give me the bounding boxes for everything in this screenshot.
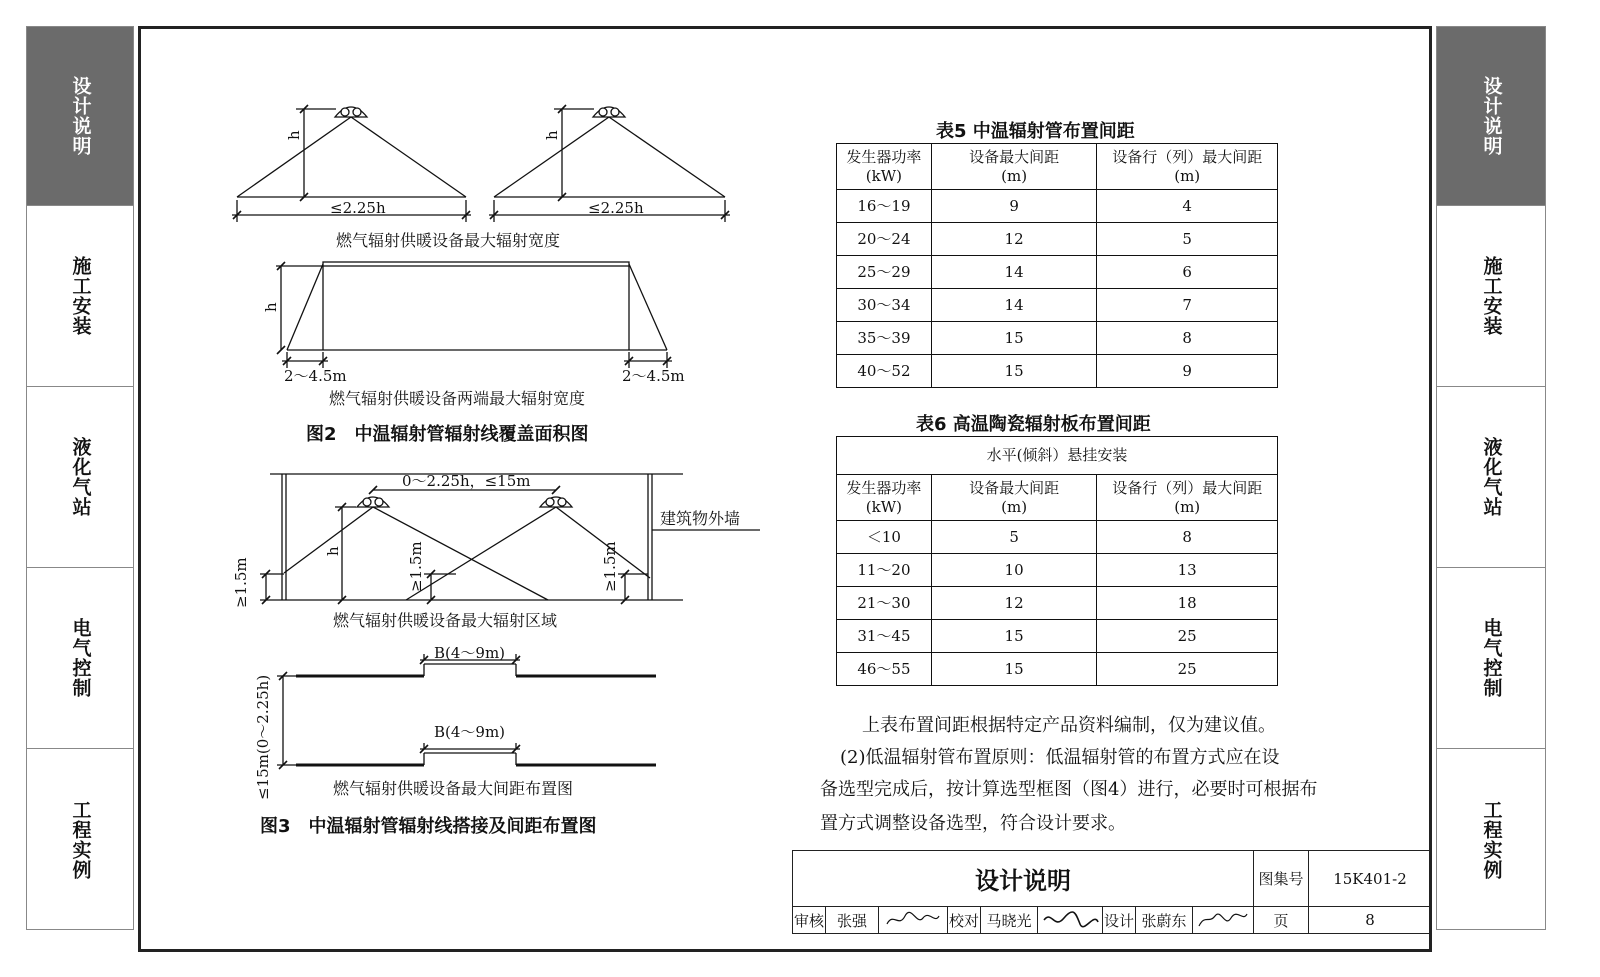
table-row [837, 289, 1278, 322]
header-row-spacing: 设备行（列）最大间距 (m) [1097, 475, 1278, 521]
fig3-min-height-right: ≥1.5m [601, 541, 619, 592]
fig3-wall-label: 建筑物外墙 [660, 509, 741, 528]
tab-label: 工程实例 [1480, 799, 1503, 880]
fig2-end-dim-left: 2～4.5m [284, 367, 347, 385]
tab-label: 施工安装 [69, 256, 92, 336]
fig2-end-radiation [276, 262, 672, 368]
reviewer-name: 张强 [825, 906, 879, 934]
table6 [836, 436, 1278, 686]
tab-label: 设计说明 [69, 75, 92, 156]
cell-row-spacing: 5 [1097, 223, 1278, 256]
cell-row-spacing: 9 [1097, 355, 1278, 388]
header-max-spacing: 设备最大间距 (m) [931, 475, 1097, 521]
fig3-h-label: h [324, 546, 342, 556]
cell-power: 31～45 [837, 620, 932, 653]
fig2-h-label-left: h [285, 130, 303, 140]
cell-max-spacing: 9 [931, 190, 1097, 223]
fig3-top-dim: 0～2.25h，≤15m [402, 472, 531, 490]
title-block [792, 850, 1434, 934]
header-mounting: 水平(倾斜）悬挂安装 [837, 437, 1278, 475]
tab-label: 电气控制 [1480, 618, 1503, 698]
header-power: 发生器功率 (kW) [837, 144, 932, 190]
tab-label: 液化气站 [1480, 437, 1503, 517]
checker-name: 马晓光 [980, 906, 1038, 934]
page-number: 8 [1308, 906, 1432, 934]
signature-icon [1040, 910, 1100, 930]
cell-power: 16～19 [837, 190, 932, 223]
note-line-2: (2)低温辐射管布置原则：低温辐射管的布置方式应在设 [840, 747, 1280, 768]
atlas-number: 15K401-2 [1308, 850, 1432, 907]
cell-row-spacing: 8 [1097, 521, 1278, 554]
cell-row-spacing: 25 [1097, 620, 1278, 653]
cell-row-spacing: 7 [1097, 289, 1278, 322]
fig3-caption-b: 燃气辐射供暖设备最大间距布置图 [333, 779, 574, 798]
signature-icon [883, 910, 943, 930]
cell-row-spacing: 4 [1097, 190, 1278, 223]
cell-max-spacing: 10 [931, 554, 1097, 587]
cell-max-spacing: 5 [931, 521, 1097, 554]
table-row [837, 355, 1278, 388]
page-label: 页 [1253, 906, 1309, 934]
checker-signature [1037, 906, 1103, 934]
fig3-min-height-left: ≥1.5m [232, 557, 250, 608]
table6-caption: 表6 高温陶瓷辐射板布置间距 [916, 414, 1151, 435]
tab-label: 电气控制 [69, 618, 92, 698]
cell-row-spacing: 18 [1097, 587, 1278, 620]
fig2-caption-a: 燃气辐射供暖设备最大辐射宽度 [336, 231, 561, 250]
tab-label: 液化气站 [69, 437, 92, 517]
fig3-title: 图3 中温辐射管辐射线搭接及间距布置图 [260, 816, 597, 837]
table-row [837, 587, 1278, 620]
tab-label: 施工安装 [1480, 256, 1503, 336]
cell-power: 21～30 [837, 587, 932, 620]
note-line-4: 置方式调整设备选型，符合设计要求。 [820, 813, 1126, 834]
cell-power: 35～39 [837, 322, 932, 355]
fig3-b-label-bottom: B(4～9m) [434, 723, 506, 741]
cell-power: 46～55 [837, 653, 932, 686]
cell-max-spacing: 15 [931, 620, 1097, 653]
review-label: 审核 [792, 906, 826, 934]
fig3-radiation-area [260, 474, 760, 604]
cell-max-spacing: 15 [931, 322, 1097, 355]
table-group-header-row [837, 437, 1278, 475]
cell-power: ＜10 [837, 521, 932, 554]
table-header-row [837, 144, 1278, 190]
fig3-min-height-mid: ≥1.5m [407, 541, 425, 592]
cell-max-spacing: 14 [931, 256, 1097, 289]
fig3-b-label-top: B(4～9m) [434, 644, 506, 662]
fig2-h-label-end: h [262, 302, 280, 312]
header-power: 发生器功率 (kW) [837, 475, 932, 521]
note-line-3: 备选型完成后，按计算选型框图（图4）进行，必要时可根据布 [820, 779, 1318, 800]
fig3-spacing-layout [277, 654, 656, 769]
table5 [836, 143, 1278, 388]
cell-power: 20～24 [837, 223, 932, 256]
cell-row-spacing: 25 [1097, 653, 1278, 686]
atlas-label: 图集号 [1253, 850, 1309, 907]
fig2-end-dim-right: 2～4.5m [622, 367, 685, 385]
table-row [837, 653, 1278, 686]
fig3-caption-a: 燃气辐射供暖设备最大辐射区域 [333, 611, 558, 630]
table-row [837, 190, 1278, 223]
fig2-width-dim-right: ≤2.25h [588, 199, 644, 217]
cell-max-spacing: 12 [931, 223, 1097, 256]
table-row [837, 554, 1278, 587]
design-label: 设计 [1102, 906, 1136, 934]
tab-label: 设计说明 [1480, 75, 1503, 156]
cell-max-spacing: 12 [931, 587, 1097, 620]
fig3-spacing-label: ≤15m(0～2.25h) [254, 674, 272, 800]
table-header-row [837, 475, 1278, 521]
fig2-h-label-right: h [543, 130, 561, 140]
table-row [837, 620, 1278, 653]
table5-caption: 表5 中温辐射管布置间距 [936, 121, 1135, 142]
cell-power: 25～29 [837, 256, 932, 289]
cell-row-spacing: 13 [1097, 554, 1278, 587]
cell-row-spacing: 6 [1097, 256, 1278, 289]
check-label: 校对 [947, 906, 981, 934]
cell-power: 30～34 [837, 289, 932, 322]
designer-signature [1192, 906, 1254, 934]
signature-icon [1195, 910, 1251, 930]
designer-name: 张蔚东 [1135, 906, 1193, 934]
tab-label: 工程实例 [69, 799, 92, 880]
cell-max-spacing: 15 [931, 653, 1097, 686]
cell-max-spacing: 14 [931, 289, 1097, 322]
header-max-spacing: 设备最大间距 (m) [931, 144, 1097, 190]
fig2-width-dim-left: ≤2.25h [330, 199, 386, 217]
header-row-spacing: 设备行（列）最大间距 (m) [1097, 144, 1278, 190]
table-row [837, 521, 1278, 554]
table-row [837, 223, 1278, 256]
cell-power: 11～20 [837, 554, 932, 587]
cell-row-spacing: 8 [1097, 322, 1278, 355]
table-row [837, 256, 1278, 289]
cell-power: 40～52 [837, 355, 932, 388]
reviewer-signature [878, 906, 948, 934]
table-row [837, 322, 1278, 355]
sheet-title: 设计说明 [792, 850, 1254, 907]
fig2-title: 图2 中温辐射管辐射线覆盖面积图 [306, 424, 589, 445]
fig2-caption-b: 燃气辐射供暖设备两端最大辐射宽度 [329, 389, 586, 408]
note-line-1: 上表布置间距根据特定产品资料编制，仅为建议值。 [862, 715, 1276, 736]
cell-max-spacing: 15 [931, 355, 1097, 388]
